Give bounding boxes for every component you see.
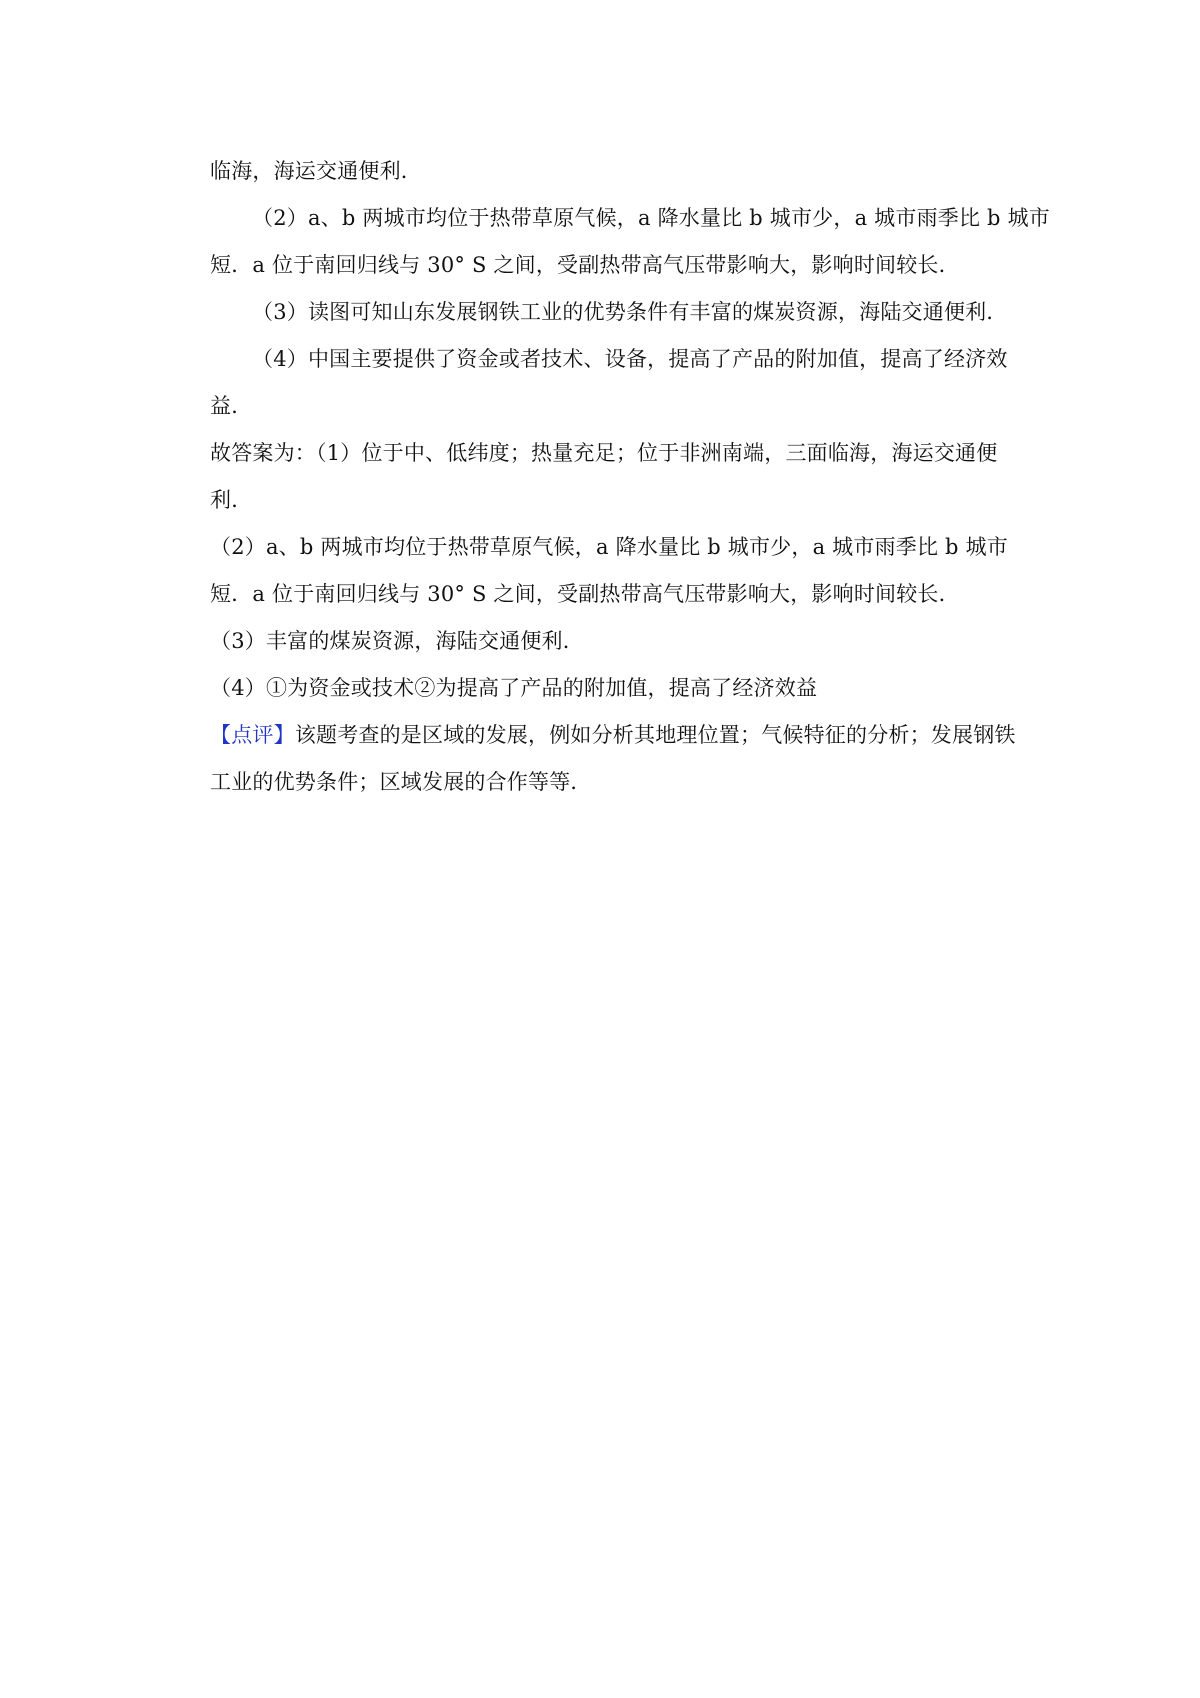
answer-line-6: （4）①为资金或技术②为提高了产品的附加值，提高了经济效益 bbox=[210, 676, 818, 700]
answer-line-1: 故答案为：（1）位于中、低纬度；热量充足；位于非洲南端，三面临海，海运交通便 bbox=[210, 441, 998, 465]
text-line-5: （4）中国主要提供了资金或者技术、设备，提高了产品的附加值，提高了经济效 bbox=[252, 347, 1008, 371]
comment-line-2: 工业的优势条件；区域发展的合作等等． bbox=[210, 770, 592, 794]
answer-line-3: （2）a、b 两城市均位于热带草原气候，a 降水量比 b 城市少，a 城市雨季比 b 城市 bbox=[210, 535, 1008, 559]
text-line-3: 短．a 位于南回归线与 30° S 之间，受副热带高气压带影响大，影响时间较长． bbox=[210, 253, 960, 277]
comment-tag: 【点评】 bbox=[210, 723, 295, 747]
answer-line-2: 利． bbox=[210, 488, 253, 512]
comment-text-1: 该题考查的是区域的发展，例如分析其地理位置；气候特征的分析；发展钢铁 bbox=[294, 723, 1016, 747]
answer-line-5: （3）丰富的煤炭资源，海陆交通便利． bbox=[210, 629, 584, 653]
text-line-2: （2）a、b 两城市均位于热带草原气候，a 降水量比 b 城市少，a 城市雨季比 b 城市 bbox=[252, 206, 1050, 230]
text-line-6: 益． bbox=[210, 394, 253, 418]
text-line-1: 临海，海运交通便利． bbox=[210, 159, 422, 183]
answer-explanation bbox=[210, 148, 1050, 806]
answer-line-4: 短．a 位于南回归线与 30° S 之间，受副热带高气压带影响大，影响时间较长． bbox=[210, 582, 960, 606]
text-line-4: （3）读图可知山东发展钢铁工业的优势条件有丰富的煤炭资源，海陆交通便利． bbox=[252, 300, 1008, 324]
comment-line-1 bbox=[210, 712, 1020, 759]
